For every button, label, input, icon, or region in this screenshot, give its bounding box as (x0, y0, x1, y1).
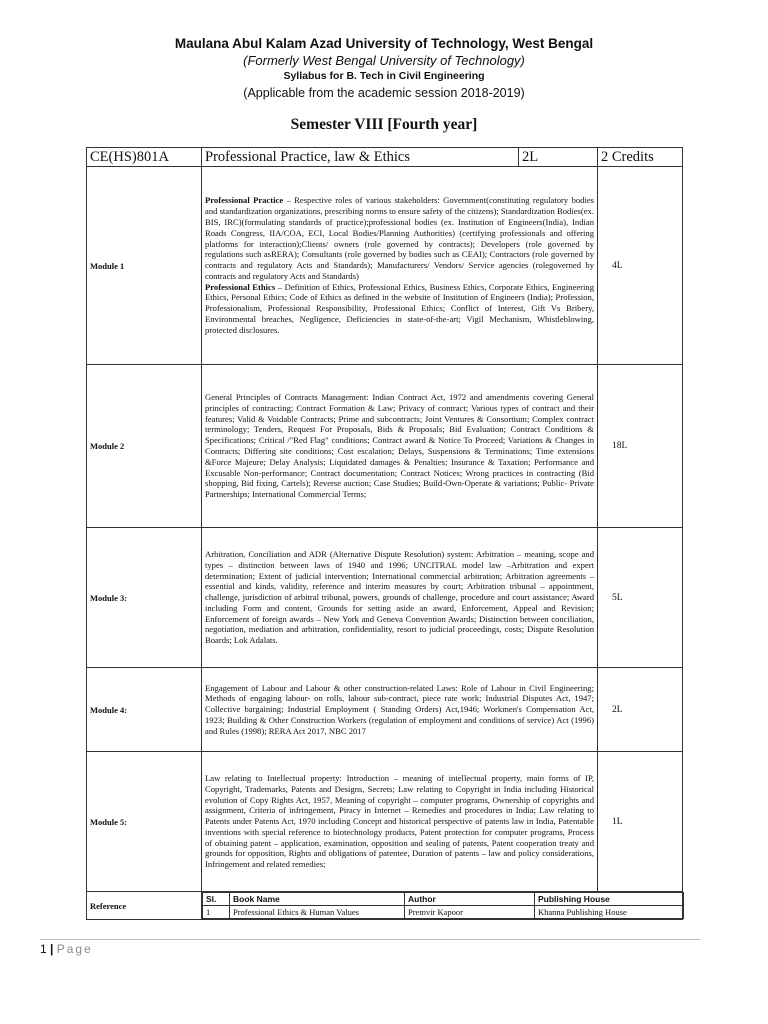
module-content: General Principles of Contracts Management: Indian Contract Act, 1972 and amendments covering General principles of contracting; Contract Formation & Law; Privacy of contract; Various types of contract and their features; Valid & Voidable Contracts; Prime and subcontracts; Joint Ventures & Consortium; Complex contract terminology; Tenders, Request For Proposals, Bids & Proposals; Bid Evaluation; Contract Conditions & Specifications; Critical /"Red Flag" conditions; Contract award & Notice To Proceed; Variations & Changes in Contracts; Differing site conditions; Cost escalation; Delays, Suspensions & Terminations; Time extensions &Force Majeure; Delay Analysis; Liquidated damages & Penalties; Insurance & Taxation; Performance and Excusable Non-performance; Contract documentation; Contract Notices; Wrong practices in contracting (Bid shopping, Bid fixing, Cartels); Reverse auction; Case Studies; Build-Own-Operate & variations; Public- Private Partnerships; International Commercial Terms; (202, 365, 598, 528)
footer-divider (40, 939, 700, 940)
page-footer (40, 942, 93, 956)
reference-row (87, 892, 683, 920)
module-text: – Definition of Ethics, Professional Ethics, Business Ethics, Corporate Ethics, Engineering Ethics, Personal Ethics; Code of Ethics as defined in the website of Institution of Engineers (India); Profession, Professionalism, Professional Responsibility, Professional Ethics; Conflict of Interest, Gift Vs Bribery, Environmental breaches, Negligence, Deficiencies in state-of-the-art; Vigil Mechanism, Whistleblowing, protected disclosures. (205, 281, 594, 335)
reference-header-row (203, 893, 684, 906)
syllabus-table (86, 147, 683, 920)
module-label: Module 4: (87, 668, 202, 752)
module-content (202, 167, 598, 365)
university-name: Maulana Abul Kalam Azad University of Technology, West Bengal (174, 36, 594, 51)
module-hours: 1L (598, 752, 683, 892)
course-credits: 2 Credits (598, 148, 683, 167)
footer-separator: | (50, 942, 54, 956)
page-word: Page (56, 942, 93, 956)
ref-header-author: Author (405, 893, 535, 906)
semester-title: Semester VIII [Fourth year] (290, 116, 478, 133)
module-row-5 (87, 752, 683, 892)
module-row-2 (87, 365, 683, 528)
applicable-session: (Applicable from the academic session 2018-2019) (243, 86, 525, 100)
module-heading: Professional Practice (205, 195, 284, 206)
ref-book: Professional Ethics & Human Values (230, 906, 405, 919)
ref-author: Premvir Kapoor (405, 906, 535, 919)
module-text: – Respective roles of various stakeholders: Government(constituting regulatory bodies and standardization organizations, prescribing norms to ensure safety of the citizens); Standardization Bodies(ex. BIS, IRC)(formulating standards of practice);professional bodies (ex. Institution of Engineers(India), Indian Roads Congress, IIA/COA, ECI, Local Bodies/Planning Authorities) (certifying professionals and offering platforms for interaction);Clients/ owners (role governed by contracts); Developers (role governed by regulations such asRERA); Consultants (role governed by bodies such as CEAI); Contractors (role governed by contracts and regulatory Acts and Standards); Manufacturers/ Vendors/ Service agencies (rolegoverned by contracts and regulatory Acts and Standards) (205, 195, 595, 281)
reference-data-row (203, 906, 684, 919)
module-content: Arbitration, Conciliation and ADR (Alternative Dispute Resolution) system: Arbitration – meaning, scope and types – distinction between laws of 1940 and 1996; UNCITRAL model law –Arbitration and expert determination; Extent of judicial intervention; International commercial arbitration; Arbitration agreements – essential and kinds, validity, reference and interim measures by court; Arbitration tribunal – appointment, challenge, jurisdiction of arbitral tribunal, powers, grounds of challenge, procedure and court assistance; Award including Form and content, Grounds for setting aside an award, Enforcement, Appeal and Revision; Enforcement of foreign awards – New York and Geneva Convention Awards; Distinction between conciliation, negotiation, mediation and arbitration, confidentiality, resort to judicial proceedings, costs; Dispute Resolution Boards; Lok Adalats. (202, 528, 598, 668)
module-label: Module 2 (87, 365, 202, 528)
former-name: (Formerly West Bengal University of Technology) (243, 53, 525, 68)
reference-label: Reference (87, 892, 202, 920)
reference-cell (202, 892, 683, 920)
module-row-1 (87, 167, 683, 365)
module-label: Module 3: (87, 528, 202, 668)
ref-sl: 1 (203, 906, 230, 919)
module-hours: 18L (598, 365, 683, 528)
module-label: Module 1 (87, 167, 202, 365)
course-row (87, 148, 683, 167)
module-heading: Professional Ethics (205, 281, 276, 292)
module-label: Module 5: (87, 752, 202, 892)
module-content: Law relating to Intellectual property: Introduction – meaning of intellectual property, main forms of IP, Copyright, Trademarks, Patents and Designs, Secrets; Law relating to Copyright in India including Historical evolution of Copy Rights Act, 1957, Meaning of copyright – computer programs, Ownership of copyrights and assignment, Criteria of infringement, Piracy in Internet – Remedies and procedures in India; Law relating to Patents under Patents Act, 1970 including Concept and historical perspective of patents law in India, Patentable inventions with special reference to biotechnology products, Patent protection for computer programs, Process of obtaining patent – application, examination, opposition and sealing of patents, Patent cooperation treaty and grounds for opposition, Rights and obligations of patentee, Duration of patents – law and policy considerations, Infringement and related remedies; (202, 752, 598, 892)
syllabus-title: Syllabus for B. Tech in Civil Engineering (283, 70, 485, 82)
module-row-4 (87, 668, 683, 752)
course-title: Professional Practice, law & Ethics (202, 148, 519, 167)
ref-publisher: Khanna Publishing House (535, 906, 684, 919)
reference-table (202, 892, 684, 919)
ref-header-sl: Sl. (203, 893, 230, 906)
module-content: Engagement of Labour and Labour & other construction-related Laws: Role of Labour in Civil Engineering; Methods of engaging labour- on rolls, labour sub-contract, piece rate work; Industrial Disputes Act, 1947; Collective bargaining; Industrial Employment ( Standing Orders) Act,1946; Workmen's Compensation Act, 1923; Building & Other Construction Workers (regulation of employment and conditions of service) Act (1996) and Rules (1998); RERA Act 2017, NBC 2017 (202, 668, 598, 752)
course-load: 2L (519, 148, 598, 167)
module-row-3 (87, 528, 683, 668)
ref-header-publisher: Publishing House (535, 893, 684, 906)
ref-header-book: Book Name (230, 893, 405, 906)
page-number: 1 (40, 942, 47, 956)
module-hours: 5L (598, 528, 683, 668)
module-hours: 2L (598, 668, 683, 752)
module-hours: 4L (598, 167, 683, 365)
course-code: CE(HS)801A (87, 148, 202, 167)
